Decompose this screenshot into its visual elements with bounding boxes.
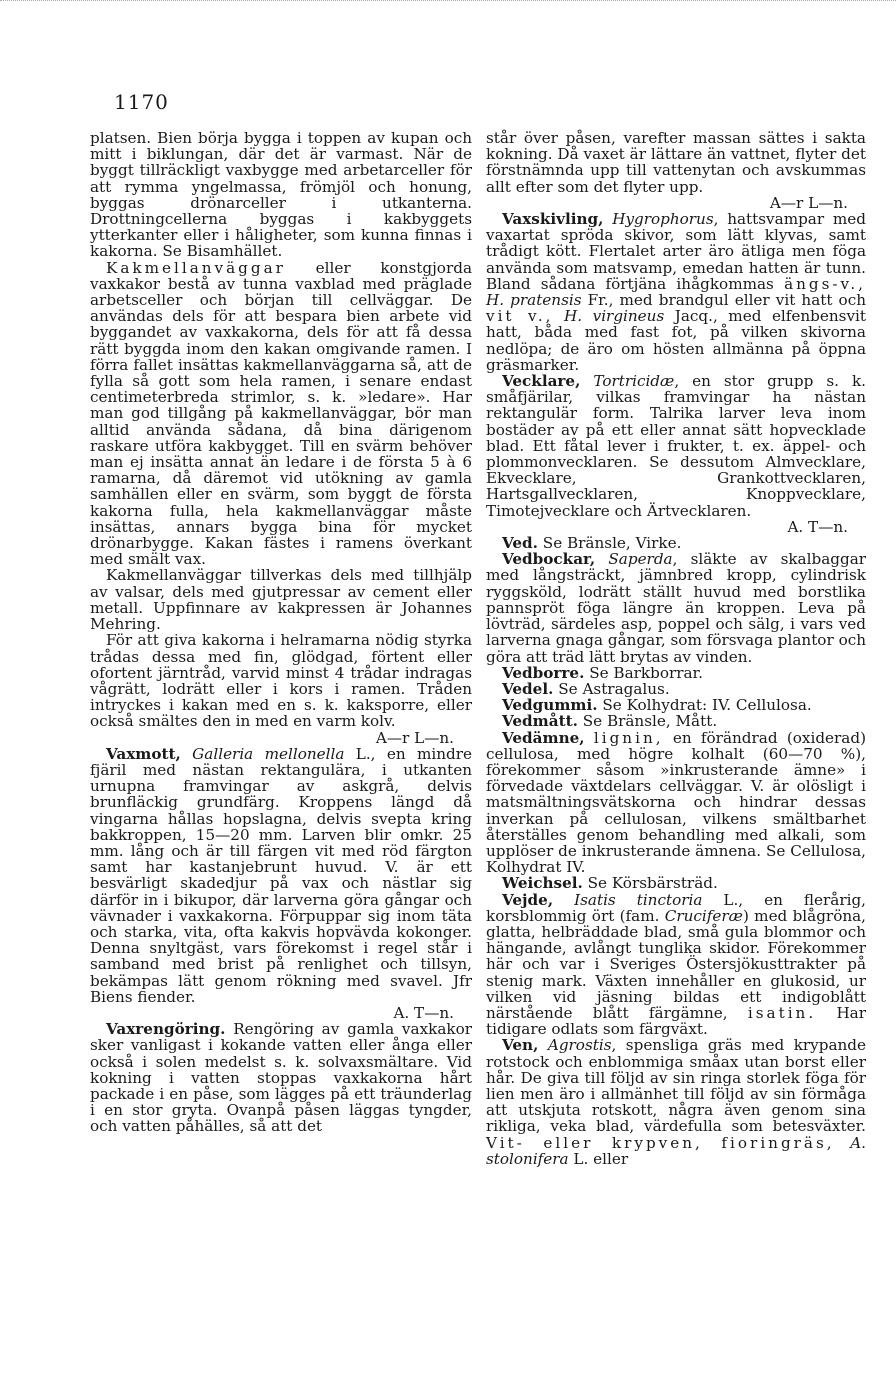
- entry-text: L., en flerårig, korsblommig ört (fam.: [486, 890, 866, 925]
- entry-text: Se Kolhydrat: IV. Cellulosa.: [597, 696, 812, 715]
- entry-text: Jacq., med elfenbensvit hatt, båda med fast fot, på vilken skivorna nedlöpa; de äro om hösten allmänna på öppna gräsmarker.: [486, 307, 867, 374]
- author-signature: A. T—n.: [393, 1003, 454, 1022]
- page-number: 1170: [114, 90, 169, 114]
- term: Kakmellanväggar: [106, 258, 286, 277]
- entry-vaxmott: [90, 746, 472, 1005]
- entry-text: Rengöring av gamla vaxkakor sker vanligast i kokande vatten eller ånga eller också i solen medelst s. k. solvaxsmältare. Vid kokning i vatten stoppas vaxkakorna hårt packade i en påse, som lägges på ett träunderlag i en stor gryta. Ovanpå påsen läggas tyngder, och vatten påhälles, så att det: [90, 1020, 472, 1136]
- entry-vedborre: [486, 665, 866, 681]
- latin-name: Cruciferæ: [664, 906, 743, 925]
- paragraph: står över påsen, varefter massan sättes i sakta kokning. Då vaxet är lättare än vattnet, flyter det förstnämnda upp till vattenytan och avskummas allt efter som det flyter upp.: [486, 129, 866, 196]
- entry-weichsel: [486, 875, 866, 891]
- paragraph: Kakmellanväggar tillverkas dels med tillhjälp av valsar, dels med gjutpressar av cement eller metall. Uppfinnare av kakpressen är Johannes Mehring.: [90, 566, 472, 634]
- paragraph: platsen. Bien börja bygga i toppen av kupan och mitt i biklungan, där det är varmast. När de byggt tillräckligt vaxbygge med arbetarceller för att rymma yngelmassa, frömjöl och honung, byggas drönarceller i utkanterna. Drottningcellerna byggas i kakbyggets ytterkanter eller i håligheter, som kunna finnas i kakorna. Se Bisamhället.: [90, 129, 472, 261]
- entry-text: , hattsvampar med vaxartat spröda skivor, som lätt klyvas, samt trådigt kött. Flertalet arter äro ätliga men föga använda som matsvamp, emedan hatten är tunn. Bland sådana förtjäna ihågkommas: [486, 210, 866, 293]
- headword: Vaxrengöring.: [106, 1020, 226, 1039]
- latin-name: Isatis tinctoria: [574, 890, 703, 909]
- entry-vedgummi: [486, 697, 866, 713]
- latin-name: Agrostis: [547, 1036, 612, 1055]
- latin-name: Hygrophorus: [612, 210, 714, 229]
- author-signature: A—r L—n.: [375, 728, 454, 747]
- entry-vejde: [486, 892, 866, 1038]
- entry-vedamne: [486, 730, 866, 876]
- term: Vit- eller krypven, fioringräs,: [486, 1133, 835, 1152]
- headword: Ved.: [502, 534, 538, 553]
- headword: Vedbockar,: [502, 550, 596, 569]
- paragraph: För att giva kakorna i helramarna nödig styrka trådas dessa med fin, glödgad, förtent eller ofortent järntråd, varvid minst 4 trådar indragas vågrätt, lodrätt eller i kors i ramen. Tråden intryckes i kakan med en s. k. kaksporre, eller också smältes den in med en varm kolv.: [90, 631, 472, 731]
- latin-name: Tortricidæ: [593, 372, 675, 391]
- term: ängs-v.,: [784, 274, 866, 293]
- entry-text: Se Bränsle, Virke.: [537, 534, 682, 553]
- entry-text: ) med blågröna, glatta, helbräddade blad, små gula blommor och hängande, avlångt tunglika skidor. Förekommer här och var i Sveriges Östersjökusttrakter på stenig mark. Växten innehåller en glukosid, ur vilken vid jäsning bildas ett indigoblått närstående blått färgämne,: [486, 906, 867, 1022]
- entry-text: L. eller: [568, 1149, 629, 1168]
- latin-name: H. pratensis: [486, 291, 582, 310]
- term: isatin.: [747, 1003, 817, 1022]
- entry-kakmellanvaggar: [90, 260, 472, 568]
- entry-text: Fr., med brandgul eller vit hatt och: [581, 291, 866, 310]
- author-signature: A. T—n.: [787, 517, 848, 536]
- headword: Vaxmott,: [106, 744, 181, 763]
- headword: Vedel.: [502, 679, 554, 698]
- entry-text: L., en mindre fjäril med nästan rektangulära, i utkanten urnupna framvingar av askgrå, delvis brunfläckig grundfärg. Kroppens längd då vingarna hållas hopslagna, delvis svepta kring bakkroppen, 15—20 mm. Larven blir omkr. 25 mm. lång och är till färgen vit med röd färgton samt har kastanjebrunt huvud. V. är ett besvärligt skadedjur på vax och nästlar sig därför in i bikupor, där larverna göra gångar och vävnader i vaxkakorna. Förpuppar sig inom täta och starka, vita, ofta kakvis hopvävda kokonger. Denna snyltgäst, vars förekomst i regel står i samband med brist på renlighet och tillsyn, bekämpas lätt genom rökning med svavel. Jfr Biens fiender.: [90, 744, 472, 1006]
- entry-text: eller konstgjorda vaxkakor bestå av tunna vaxblad med präglade arbetsceller och början till cellväggar. De användas dels för att bespara bien arbete vid byggandet av vaxkakorna, dels för att få dessa rätt byggda inom den kakan omgivande ramen. I förra fallet insättas kakmellanväggarna så, att de fylla så gott som hela ramen, i senare endast centimeterbreda strimlor, s. k. »ledare». Har man god tillgång på kakmellanväggar, bör man alltid använda sådana, då bina därigenom raskare utföra kakbygget. Till en svärm behöver man ej insätta annat än ledare i de första 5 à 6 ramarna, då däremot vid utökning av gamla samhällen eller en svärm, som byggt de första kakorna fulla, hela kakmellanväggar måste insättas, annars bygga bina för mycket drönarbygge. Kakan fästes i ramens överkant med smält vax.: [90, 258, 472, 569]
- author-signature: A—r L—n.: [769, 193, 848, 212]
- headword: Vaxskivling,: [502, 210, 604, 229]
- entry-text: , släkte av skalbaggar med långsträckt, jämnbred kropp, cylindrisk ryggsköld, lodrätt ställt huvud med borstlika pannspröt föga längre än kroppen. Leva på lövträd, särdeles asp, poppel och sälg, i vars ved larverna gnaga gångar, som försvaga plantor och göra att träd lätt brytas av vinden.: [486, 550, 867, 666]
- entry-vaxskivling: [486, 211, 866, 373]
- headword: Vedgummi.: [502, 696, 598, 715]
- entry-vecklare: [486, 373, 866, 519]
- term: lignin,: [593, 728, 664, 747]
- entry-text: en förändrad (oxiderad) cellulosa, med högre kolhalt (60—70 %), förekommer såsom »inkrusterande ämne» i förvedade växtdelars cellväggar. V. är olösligt i matsmältningsvätskorna och hindrar dessas inverkan på cellulosan, vilkens smältbarhet återställes genom behandling med alkali, som upplöser de inkrusterande ämnena. Se Cellulosa, Kolhydrat IV.: [486, 728, 866, 877]
- top-border: [0, 0, 896, 2]
- entry-ved: [486, 535, 866, 551]
- entry-vedel: [486, 681, 866, 697]
- entry-text: , en stor grupp s. k. småfjärilar, vilkas framvingar ha nästan rektangulär form. Talrika larver leva inom bostäder av på ett eller annat sätt hopvecklade blad. Ett fåtal lever i frukter, t. ex. äppel- och plommonvecklaren. Se dessutom Almvecklare, Ekvecklare, Grankottvecklaren, Hartsgallvecklaren, Knoppvecklare, Timotejvecklare och Ärtvecklaren.: [486, 372, 866, 520]
- left-column: [90, 130, 472, 1135]
- headword: Vedborre.: [502, 663, 585, 682]
- entry-text: Har tidigare odlats som färgväxt.: [486, 1003, 867, 1039]
- term: vit v.,: [486, 307, 554, 326]
- entry-text: Se Barkborrar.: [584, 663, 703, 682]
- entry-text: Se Körsbärsträd.: [582, 874, 718, 893]
- entry-text: Se Bränsle, Mått.: [577, 712, 718, 731]
- latin-name: A. stolonifera: [486, 1133, 867, 1168]
- headword: Vecklare,: [502, 372, 581, 391]
- entry-ven: [486, 1037, 866, 1167]
- headword: Vedämne,: [502, 728, 585, 747]
- entry-vedmatt: [486, 713, 866, 729]
- entry-vaxrengoring: [90, 1021, 472, 1134]
- latin-name: Galleria mellonella: [192, 744, 345, 763]
- headword: Vejde,: [502, 890, 554, 909]
- latin-name: Saperda: [608, 550, 673, 569]
- entry-vedbockar: [486, 551, 866, 664]
- headword: Ven,: [502, 1036, 539, 1055]
- entry-text: , spensliga gräs med krypande rotstock och enblommiga småax utan borst eller hår. De giva till följd av sin ringa storlek föga för lien men äro i allmänhet till följd av sin förmåga att utskjuta rotskott, några även genom sina rikliga, veka blad, värdefulla som betesväxter.: [486, 1036, 867, 1136]
- entry-text: Se Astragalus.: [553, 679, 670, 698]
- latin-name: H. virgineus: [564, 307, 665, 326]
- right-column: [486, 130, 866, 1167]
- headword: Weichsel.: [502, 874, 583, 893]
- headword: Vedmått.: [502, 712, 578, 731]
